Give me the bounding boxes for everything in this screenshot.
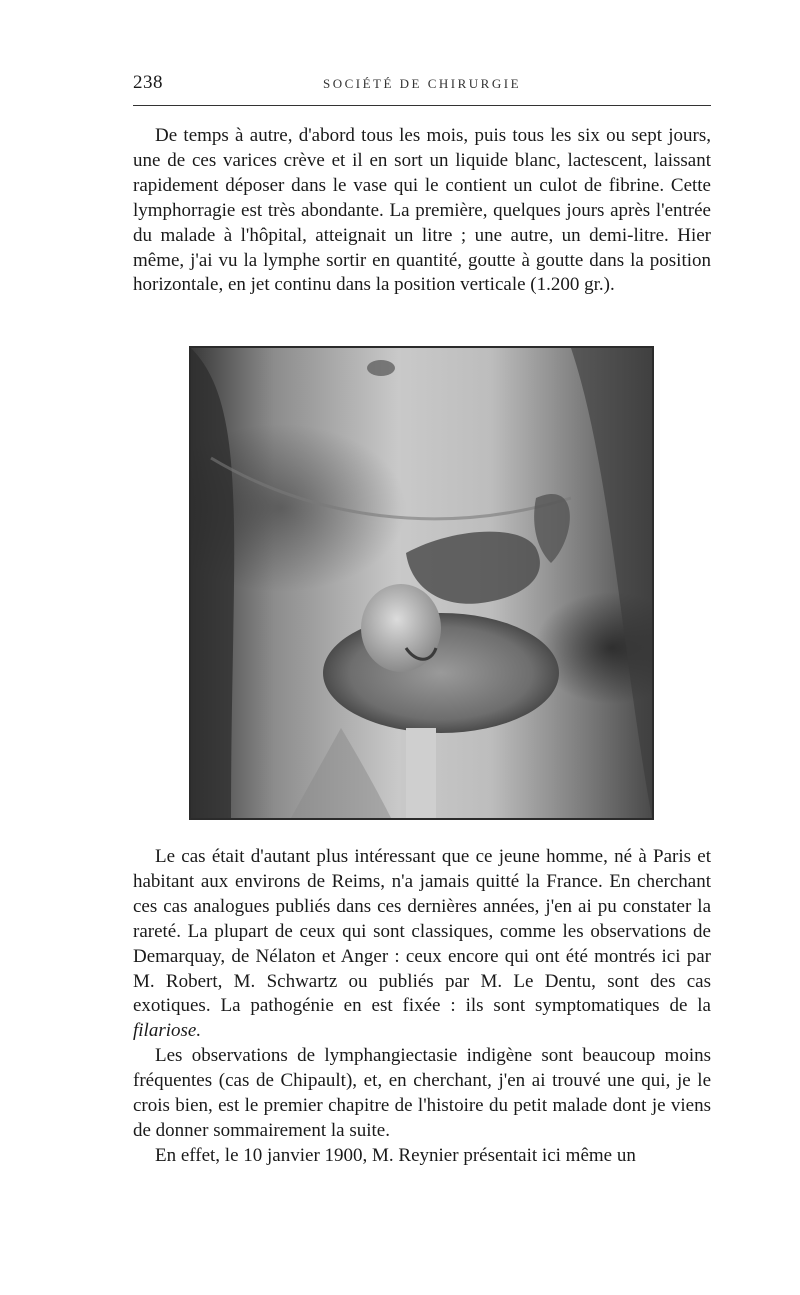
top-text-block [133, 124, 711, 298]
page-header [133, 70, 711, 104]
italic-term: filariose. [133, 1020, 202, 1042]
paragraph: En effet, le 10 janvier 1900, M. Reynier présentait ici même un [155, 1144, 636, 1166]
paragraph [133, 845, 711, 1044]
clinical-photograph [189, 346, 654, 820]
page-number: 238 [133, 72, 163, 93]
header-rule [133, 105, 711, 106]
paragraph-text: Le cas était d'autant plus intéressant que ce jeune homme, né à Paris et habitant aux environs de Reims, n'a jamais quitté la France. En cherchant ces cas analogues publiés dans ces dernières années, j'en ai pu constater la rareté. La plupart de ceux qui sont classiques, comme les observations de Demarquay, de Nélaton et Anger : ceux encore qui ont été montrés ici par M. Robert, M. Schwartz ou publiés par M. Le Dentu, sont des cas exotiques. La pathogénie en est fixée : ils sont symptomatiques de la [133, 846, 711, 1017]
bottom-text-block [133, 845, 711, 1169]
running-title: SOCIÉTÉ DE CHIRURGIE [322, 76, 522, 91]
paragraph: De temps à autre, d'abord tous les mois, puis tous les six ou sept jours, une de ces varices crève et il en sort un liquide blanc, lactescent, laissant rapidement déposer dans le vase qui le contient un culot de fibrine. Cette lymphorragie est très abondante. La première, quelques jours après l'entrée du malade à l'hôpital, atteignait un litre ; une autre, un demi-litre. Hier même, j'ai vu la lymphe sortir en quantité, goutte à goutte dans la position horizontale, en jet continu dans la position verticale (1.200 gr.). [133, 125, 711, 296]
paragraph: Les observations de lymphangiectasie indigène sont beaucoup moins fréquentes (cas de Chipault), et, en cherchant, j'en ai trouvé une qui, je le crois bien, est le premier chapitre de l'histoire du petit malade dont je viens de donner sommairement la suite. [133, 1045, 711, 1141]
